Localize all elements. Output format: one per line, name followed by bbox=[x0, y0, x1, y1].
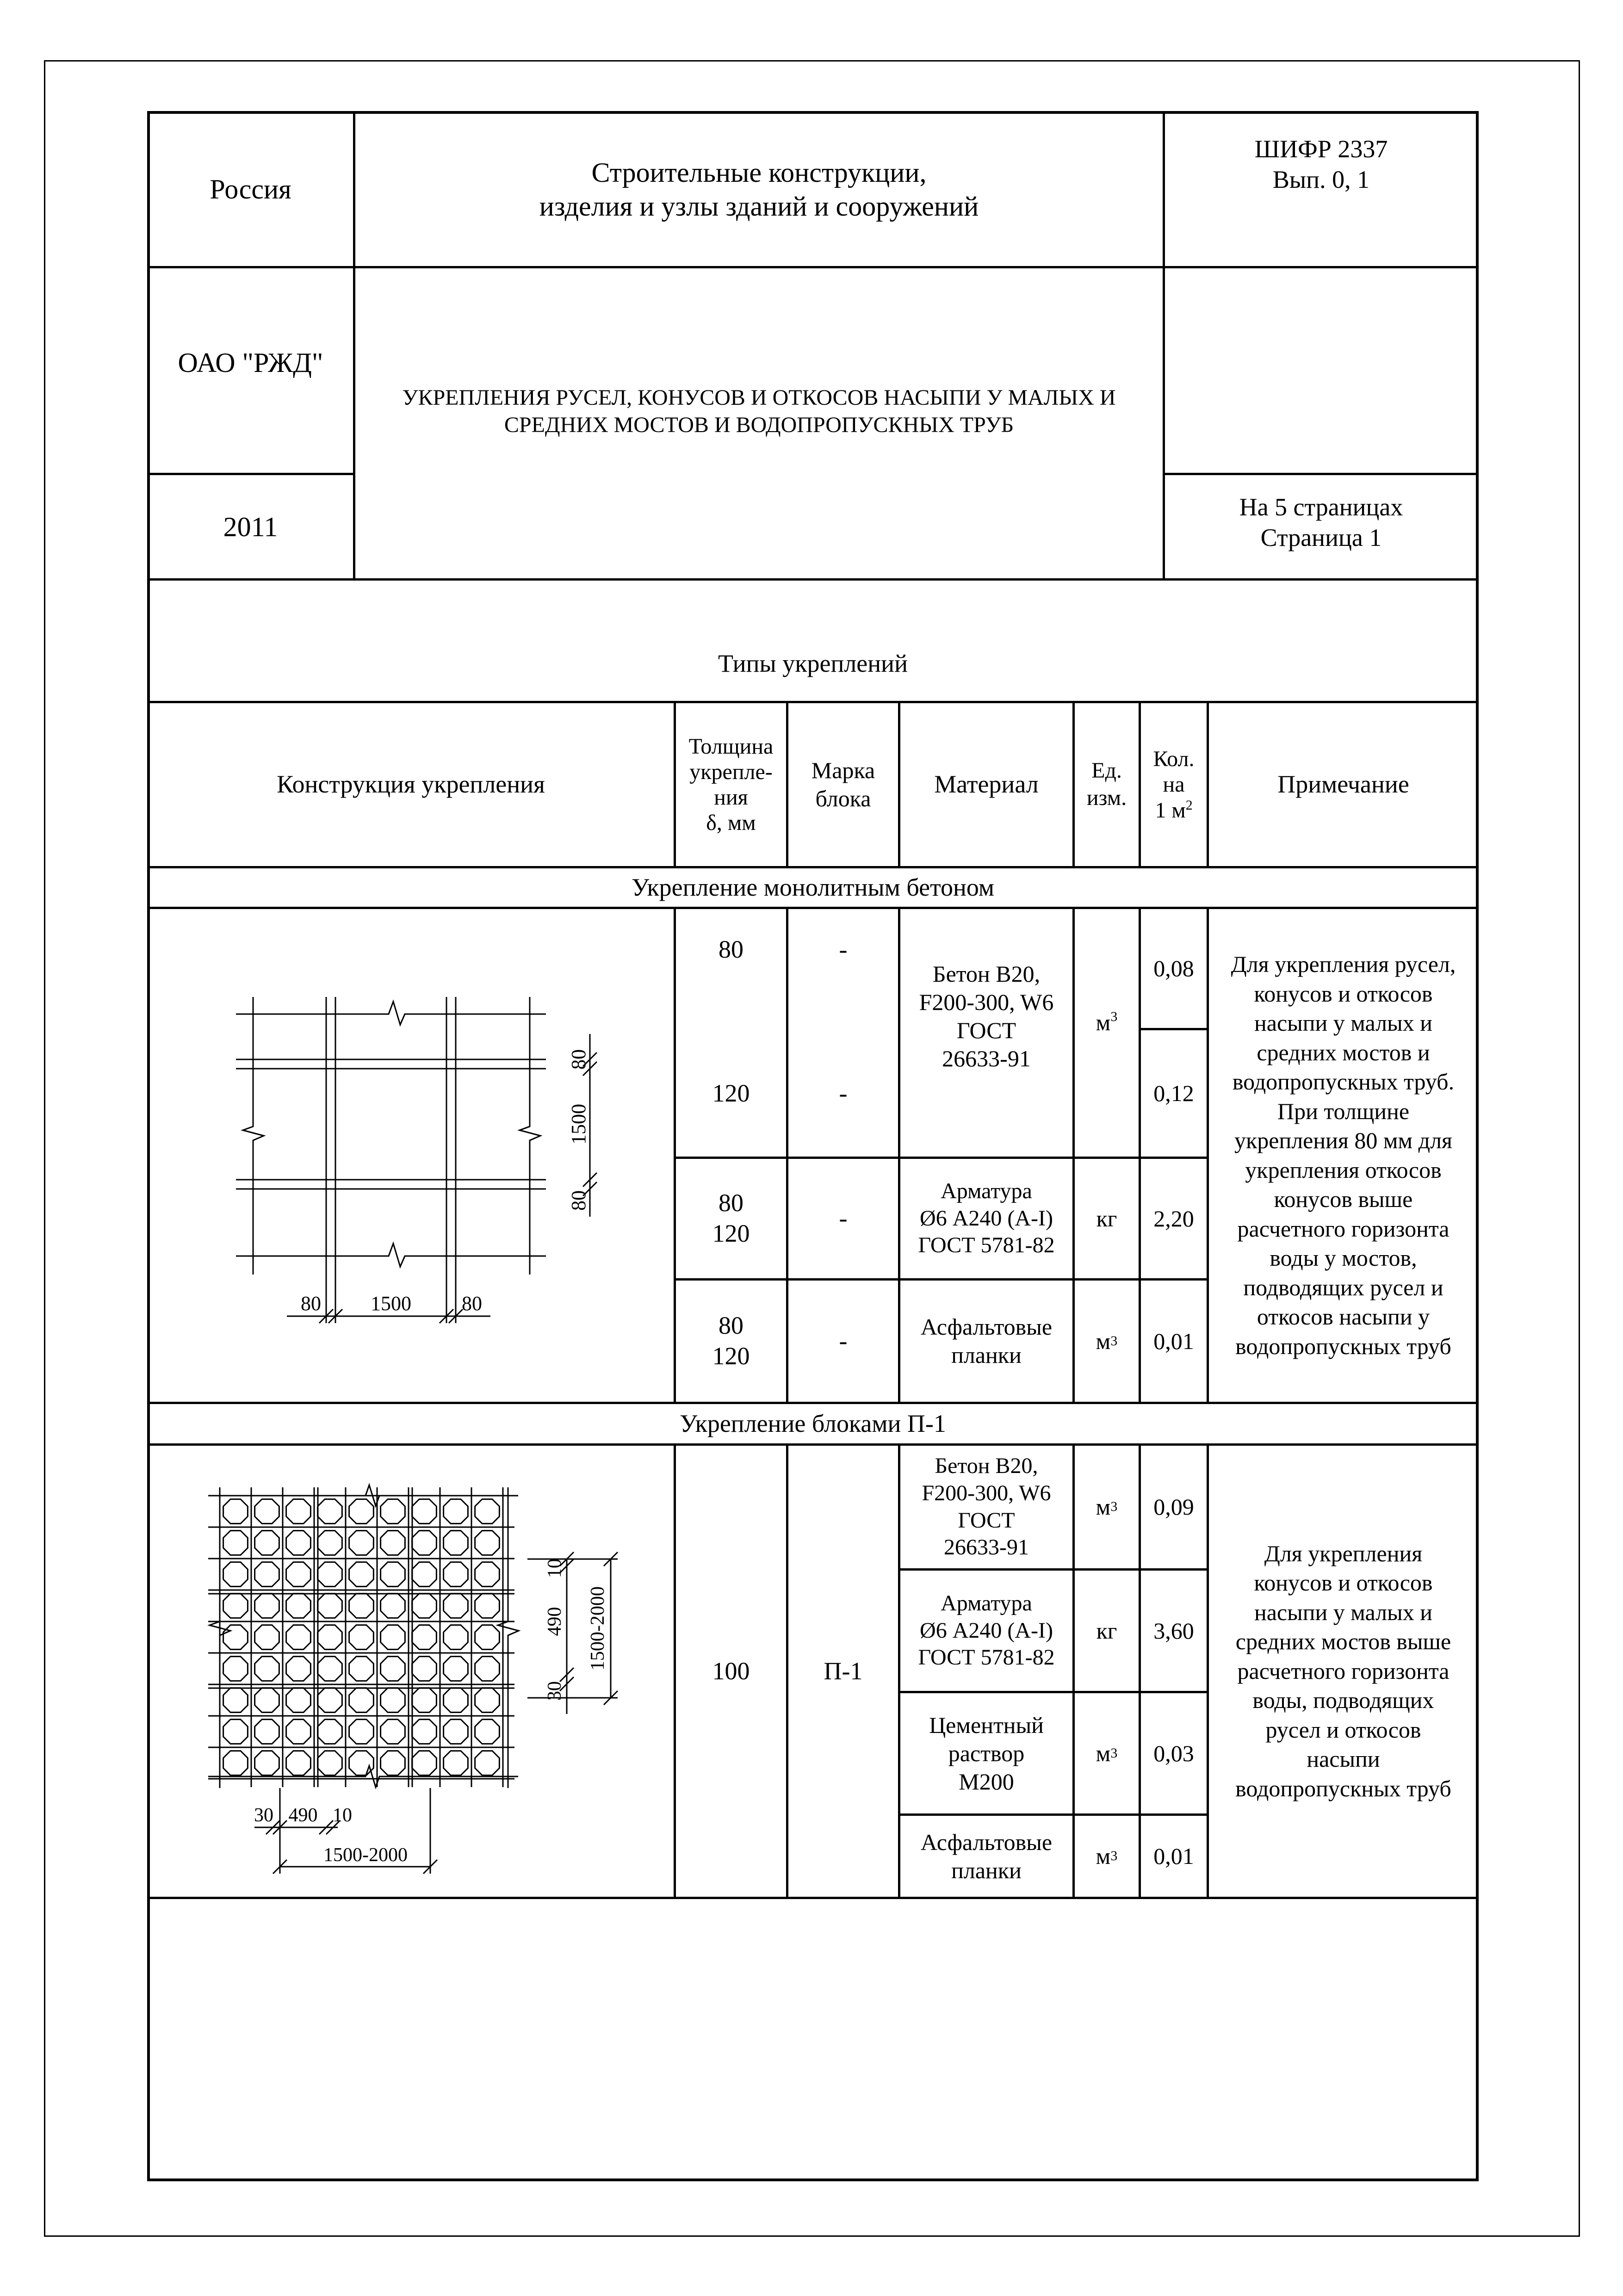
block-octagon bbox=[318, 1562, 342, 1587]
dim-1500-bottom: 1500 bbox=[371, 1292, 411, 1315]
s2-note: Для укрепления конусов и откосов насыпи у малых и средних мостов выше расчетного горизонта воды, подводящих русел и откосов насыпи водопропускных труб bbox=[1235, 1540, 1451, 1801]
block-octagon bbox=[349, 1720, 374, 1744]
block-octagon bbox=[475, 1625, 500, 1650]
block-octagon bbox=[475, 1657, 500, 1681]
document-title: УКРЕПЛЕНИЯ РУСЕЛ, КОНУСОВ И ОТКОСОВ НАСЫПИ У МАЛЫХ И СРЕДНИХ МОСТОВ И ВОДОПРОПУСКНЫХ ТРУБ bbox=[402, 385, 1116, 437]
block-octagon bbox=[255, 1594, 279, 1618]
dim-10-bottom: 10 bbox=[333, 1805, 352, 1826]
block-octagon bbox=[349, 1594, 374, 1618]
block-octagon bbox=[475, 1531, 500, 1555]
s2-row3-unit bbox=[1075, 1693, 1139, 1813]
block-octagon bbox=[255, 1499, 279, 1524]
block-octagon bbox=[318, 1625, 342, 1650]
block-octagon bbox=[349, 1751, 374, 1776]
col-header-thickness: Толщина укрепле- ния δ, мм bbox=[688, 734, 774, 835]
block-octagon bbox=[223, 1562, 248, 1587]
s2-row2-unit: кг bbox=[1096, 1617, 1117, 1644]
s1-concrete-unit-text: м bbox=[1096, 1009, 1111, 1035]
s1-row4-qty: 0,01 bbox=[1153, 1328, 1194, 1354]
s2-row4-material: Асфальтовые планки bbox=[920, 1829, 1053, 1883]
block-octagon bbox=[349, 1625, 374, 1650]
block-octagon bbox=[286, 1625, 311, 1650]
s1-row2-qty: 0,12 bbox=[1153, 1080, 1194, 1106]
block-octagon bbox=[286, 1531, 311, 1555]
block-octagon bbox=[381, 1688, 405, 1713]
dim-490-bottom: 490 bbox=[288, 1805, 318, 1826]
block-octagon bbox=[349, 1531, 374, 1555]
s2-row1-unit-sup: 3 bbox=[1110, 1499, 1118, 1515]
block-octagon bbox=[223, 1751, 248, 1776]
dim-1500-2000-right: 1500-2000 bbox=[587, 1586, 608, 1671]
block-octagon bbox=[381, 1625, 405, 1650]
block-octagon bbox=[255, 1531, 279, 1555]
dim-80-bottom-right: 80 bbox=[462, 1292, 482, 1315]
s2-row4-unit bbox=[1075, 1816, 1139, 1897]
s2-row3-qty: 0,03 bbox=[1153, 1740, 1194, 1766]
s2-row3-material: Цементный раствор М200 bbox=[929, 1712, 1044, 1795]
block-octagon bbox=[318, 1499, 342, 1524]
block-octagon bbox=[223, 1720, 248, 1744]
block-octagon bbox=[381, 1562, 405, 1587]
block-octagon bbox=[475, 1720, 500, 1744]
dim-10-right: 10 bbox=[544, 1559, 565, 1578]
dim-80-right-bottom: 80 bbox=[567, 1190, 590, 1211]
s2-row4-unit-sup: 3 bbox=[1110, 1848, 1118, 1864]
dim-30-bottom: 30 bbox=[254, 1805, 273, 1826]
s2-row2-material: Арматура Ø6 А240 (А-I) ГОСТ 5781-82 bbox=[918, 1591, 1055, 1670]
block-octagon bbox=[286, 1499, 311, 1524]
col-header-qty bbox=[1141, 703, 1207, 866]
s1-row4-unit-sup: 3 bbox=[1110, 1333, 1118, 1349]
block-octagon bbox=[444, 1720, 468, 1744]
break-line-bottom bbox=[236, 1244, 546, 1267]
block-octagon bbox=[223, 1657, 248, 1681]
block-octagon bbox=[412, 1531, 437, 1555]
document-code: ШИФР 2337 Вып. 0, 1 bbox=[1254, 135, 1388, 193]
dim-1500-2000-bottom: 1500-2000 bbox=[323, 1844, 408, 1866]
dim-1500-right: 1500 bbox=[567, 1104, 590, 1145]
break-line-top bbox=[236, 1002, 546, 1025]
break-line-right-2 bbox=[498, 1487, 519, 1788]
block-octagon bbox=[412, 1625, 437, 1650]
block-octagon bbox=[286, 1751, 311, 1776]
block-octagon bbox=[318, 1657, 342, 1681]
s1-row1-thickness: 80 bbox=[719, 935, 743, 963]
s2-row1-material: Бетон В20, F200-300, W6 ГОСТ 26633-91 bbox=[922, 1454, 1051, 1560]
s1-row1-qty: 0,08 bbox=[1153, 955, 1194, 981]
block-octagon bbox=[349, 1657, 374, 1681]
s2-row2-qty: 3,60 bbox=[1153, 1617, 1194, 1644]
block-octagon bbox=[412, 1720, 437, 1744]
block-octagon bbox=[475, 1751, 500, 1776]
block-octagon bbox=[444, 1625, 468, 1650]
s1-row3-thickness: 80 120 bbox=[712, 1189, 750, 1247]
series-title: Строительные конструкции, изделия и узлы зданий и сооружений bbox=[539, 157, 979, 222]
organization: ОАО "РЖД" bbox=[178, 347, 323, 378]
block-octagon bbox=[223, 1531, 248, 1555]
block-octagon bbox=[255, 1751, 279, 1776]
col-header-unit: Ед. изм. bbox=[1086, 758, 1127, 810]
s1-row4-material: Асфальтовые планки bbox=[920, 1314, 1053, 1368]
s1-row4-unit-text: м bbox=[1096, 1328, 1111, 1354]
block-octagon bbox=[381, 1751, 405, 1776]
section2-title: Укрепление блоками П-1 bbox=[680, 1409, 946, 1437]
block-octagon bbox=[286, 1688, 311, 1713]
s2-row1-unit bbox=[1075, 1446, 1139, 1568]
block-octagon bbox=[255, 1688, 279, 1713]
break-line-right bbox=[520, 997, 540, 1275]
col-header-qty-line2: на bbox=[1163, 772, 1185, 797]
col-header-construction: Конструкция укрепления bbox=[277, 770, 545, 798]
block-octagon bbox=[286, 1562, 311, 1587]
block-octagon bbox=[286, 1657, 311, 1681]
section1-title: Укрепление монолитным бетоном bbox=[631, 873, 995, 901]
country: Россия bbox=[210, 174, 291, 205]
monolithic-concrete-drawing bbox=[148, 909, 674, 1402]
block-octagon bbox=[286, 1720, 311, 1744]
block-octagon bbox=[318, 1594, 342, 1618]
page-info: На 5 страницах Страница 1 bbox=[1239, 493, 1403, 551]
s1-row1-block: - bbox=[839, 935, 848, 963]
block-p1-drawing bbox=[148, 1446, 674, 1897]
s1-concrete-material: Бетон В20, F200-300, W6 ГОСТ 26633-91 bbox=[919, 961, 1054, 1071]
block-octagon bbox=[318, 1720, 342, 1744]
break-line-left bbox=[243, 997, 264, 1275]
s1-note: Для укрепления русел, конусов и откосов насыпи у малых и средних мостов и водопропускных труб. При толщине укрепления 80 мм для укрепления откосов конусов выше расчетного горизонта воды у мостов, подводящих русел и откосов насыпи у водопропускных труб bbox=[1231, 951, 1456, 1359]
block-octagon bbox=[318, 1751, 342, 1776]
block-octagon bbox=[412, 1751, 437, 1776]
block-octagon bbox=[255, 1625, 279, 1650]
block-octagon bbox=[444, 1751, 468, 1776]
col-header-qty-sup: 2 bbox=[1185, 797, 1193, 813]
block-octagon bbox=[475, 1562, 500, 1587]
s1-concrete-unit-sup: 3 bbox=[1110, 1009, 1118, 1024]
s1-row4-block: - bbox=[839, 1327, 848, 1355]
block-octagon bbox=[444, 1594, 468, 1618]
block-octagon bbox=[444, 1688, 468, 1713]
col-header-block: Марка блока bbox=[811, 757, 875, 811]
block-octagon bbox=[381, 1657, 405, 1681]
s1-row3-material: Арматура Ø6 А240 (А-I) ГОСТ 5781-82 bbox=[918, 1179, 1055, 1258]
s1-row4-thickness: 80 120 bbox=[712, 1312, 750, 1370]
s2-thickness: 100 bbox=[712, 1657, 750, 1685]
col-header-material: Материал bbox=[934, 770, 1039, 798]
s2-row4-unit-text: м bbox=[1096, 1843, 1111, 1869]
block-octagon bbox=[412, 1562, 437, 1587]
block-octagon bbox=[223, 1625, 248, 1650]
block-octagon bbox=[444, 1657, 468, 1681]
block-octagon bbox=[444, 1499, 468, 1524]
block-octagon bbox=[349, 1499, 374, 1524]
s1-row3-unit: кг bbox=[1096, 1205, 1117, 1232]
block-octagon bbox=[255, 1657, 279, 1681]
s1-row3-block: - bbox=[839, 1204, 848, 1232]
block-octagon bbox=[286, 1594, 311, 1618]
year: 2011 bbox=[223, 512, 278, 543]
block-octagon bbox=[255, 1562, 279, 1587]
col-header-qty-line3: 1 м bbox=[1155, 798, 1186, 823]
block-octagon bbox=[349, 1688, 374, 1713]
s1-row4-unit bbox=[1075, 1281, 1139, 1402]
block-octagon bbox=[223, 1594, 248, 1618]
s2-row4-qty: 0,01 bbox=[1153, 1843, 1194, 1869]
col-header-qty-line1: Кол. bbox=[1153, 747, 1195, 772]
dim-80-bottom-left: 80 bbox=[301, 1292, 321, 1315]
s1-row3-qty: 2,20 bbox=[1153, 1205, 1194, 1232]
block-octagon bbox=[223, 1688, 248, 1713]
s2-block: П-1 bbox=[824, 1657, 863, 1685]
block-octagon bbox=[318, 1531, 342, 1555]
block-octagon bbox=[412, 1594, 437, 1618]
s2-row3-unit-text: м bbox=[1096, 1740, 1111, 1766]
dim-490-right: 490 bbox=[544, 1607, 565, 1636]
block-octagon bbox=[412, 1499, 437, 1524]
col-header-note: Примечание bbox=[1277, 770, 1409, 798]
block-octagon bbox=[412, 1688, 437, 1713]
table-caption: Типы укреплений bbox=[718, 650, 908, 678]
block-octagon bbox=[412, 1657, 437, 1681]
s2-row3-unit-sup: 3 bbox=[1110, 1745, 1118, 1761]
block-octagon bbox=[318, 1688, 342, 1713]
block-octagon bbox=[475, 1499, 500, 1524]
s1-row2-thickness: 120 bbox=[712, 1079, 750, 1107]
block-octagon bbox=[223, 1499, 248, 1524]
block-octagon bbox=[475, 1688, 500, 1713]
block-octagon bbox=[381, 1499, 405, 1524]
block-octagon bbox=[381, 1594, 405, 1618]
dim-80-right-top: 80 bbox=[567, 1049, 590, 1070]
s2-row1-qty: 0,09 bbox=[1153, 1494, 1194, 1520]
s2-row1-unit-text: м bbox=[1096, 1494, 1111, 1520]
break-line-left-2 bbox=[210, 1487, 230, 1788]
block-octagon bbox=[381, 1720, 405, 1744]
block-octagon bbox=[349, 1562, 374, 1587]
block-octagon bbox=[444, 1562, 468, 1587]
block-octagon bbox=[381, 1531, 405, 1555]
block-octagon bbox=[255, 1720, 279, 1744]
s1-concrete-unit bbox=[1075, 909, 1139, 1157]
dim-30-right: 30 bbox=[544, 1681, 565, 1701]
block-octagon bbox=[475, 1594, 500, 1618]
s1-row2-block: - bbox=[839, 1079, 848, 1107]
block-octagon bbox=[444, 1531, 468, 1555]
